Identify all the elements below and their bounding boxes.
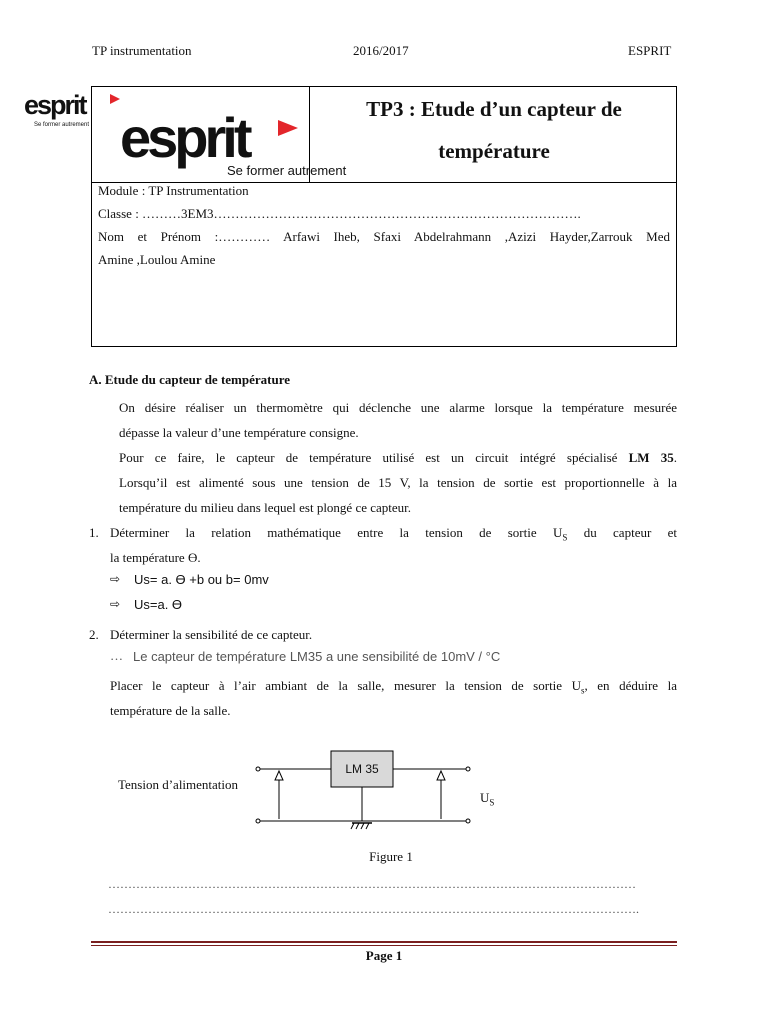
- paragraph-3-line-2: température de la salle.: [110, 703, 231, 718]
- terminal-icon: [256, 819, 260, 823]
- page-number: Page 1: [365, 948, 403, 963]
- paragraph-1-line-1: On désire réaliser un thermomètre qui déclenche une alarme lorsque la température mesurée: [119, 400, 677, 415]
- p3-subscript: s: [580, 685, 585, 696]
- answer-line-2[interactable]: …………………………………………………………………………………………………………………….: [108, 902, 639, 916]
- supply-label: Tension d’alimentation: [118, 777, 239, 792]
- logo-word: esprit: [120, 106, 249, 169]
- q1-text: Déterminer la relation mathématique entre la tension de sortie U: [110, 525, 563, 540]
- terminal-icon: [256, 767, 260, 771]
- question-1-number: 1.: [89, 525, 99, 540]
- terminal-icon: [466, 767, 470, 771]
- answer-3-dots: …: [110, 648, 123, 663]
- footer-rule: [91, 941, 677, 943]
- answer-line-1[interactable]: ……………………………………………………………………………………………………………………: [108, 877, 636, 891]
- section-heading: A. Etude du capteur de température: [89, 372, 291, 387]
- title-line-2: température: [438, 139, 550, 163]
- arrow-icon: ⇨: [110, 572, 121, 586]
- lm35-bold: LM 35: [628, 450, 674, 465]
- answer-1: Us= a. Ө +b ou b= 0mv: [134, 572, 269, 587]
- p3-text-end: , en déduire la: [584, 678, 677, 693]
- logo-flag-icon: [278, 120, 298, 136]
- p2-period: .: [673, 450, 677, 465]
- header-right: ESPRIT: [628, 43, 672, 58]
- output-label: [480, 790, 494, 808]
- title-line-1: TP3 : Etude d’un capteur de: [366, 97, 622, 121]
- output-letter: U: [480, 790, 490, 805]
- paragraph-1-line-2: dépasse la valeur d’une température consigne.: [119, 425, 359, 440]
- header-center: 2016/2017: [353, 43, 409, 58]
- paragraph-2-line-2: Lorsqu’il est alimenté sous une tension de 15 V, la tension de sortie est proportionnelle à la: [119, 475, 677, 490]
- answer-3: Le capteur de température LM35 a une sensibilité de 10mV / °C: [133, 649, 501, 664]
- chip-label: LM 35: [345, 762, 379, 776]
- paragraph-2-line-1: [119, 445, 677, 470]
- p3-text: Placer le capteur à l’air ambiant de la salle, mesurer la tension de sortie U: [110, 678, 581, 693]
- answer-2: Us=a. Ө: [134, 597, 183, 612]
- p2-text: Pour ce faire, le capteur de température utilisé est un circuit intégré spécialisé: [119, 450, 629, 465]
- question-1-line-2: la température Ө.: [110, 550, 201, 565]
- footer-rule: [91, 945, 677, 946]
- output-subscript: S: [489, 797, 495, 808]
- document-title: [318, 88, 670, 172]
- paragraph-2-line-3: température du milieu dans lequel est plongé ce capteur.: [119, 500, 412, 515]
- nom-field-line2: Amine ,Loulou Amine: [98, 252, 216, 267]
- module-field: Module : TP Instrumentation: [98, 183, 249, 198]
- q1-subscript: S: [562, 532, 568, 543]
- arrow-icon: ⇨: [110, 597, 121, 611]
- question-2-number: 2.: [89, 627, 99, 642]
- logo-tagline: Se former autrement: [227, 163, 347, 178]
- nom-field-line1: Nom et Prénom :………… Arfawi Iheb, Sfaxi Abdelrahmann ,Azizi Hayder,Zarrouk Med: [98, 229, 670, 244]
- logo-tagline: Se former autrement: [34, 122, 90, 128]
- q1-text-end: du capteur et: [567, 525, 678, 540]
- terminal-icon: [466, 819, 470, 823]
- header-left: TP instrumentation: [92, 43, 192, 58]
- question-2-line-1: Déterminer la sensibilité de ce capteur.: [110, 627, 313, 642]
- classe-field: Classe : ………3EM3………………………………………………………………………….: [98, 206, 581, 221]
- figure-caption: Figure 1: [369, 849, 413, 864]
- logo-word: esprit: [24, 90, 86, 120]
